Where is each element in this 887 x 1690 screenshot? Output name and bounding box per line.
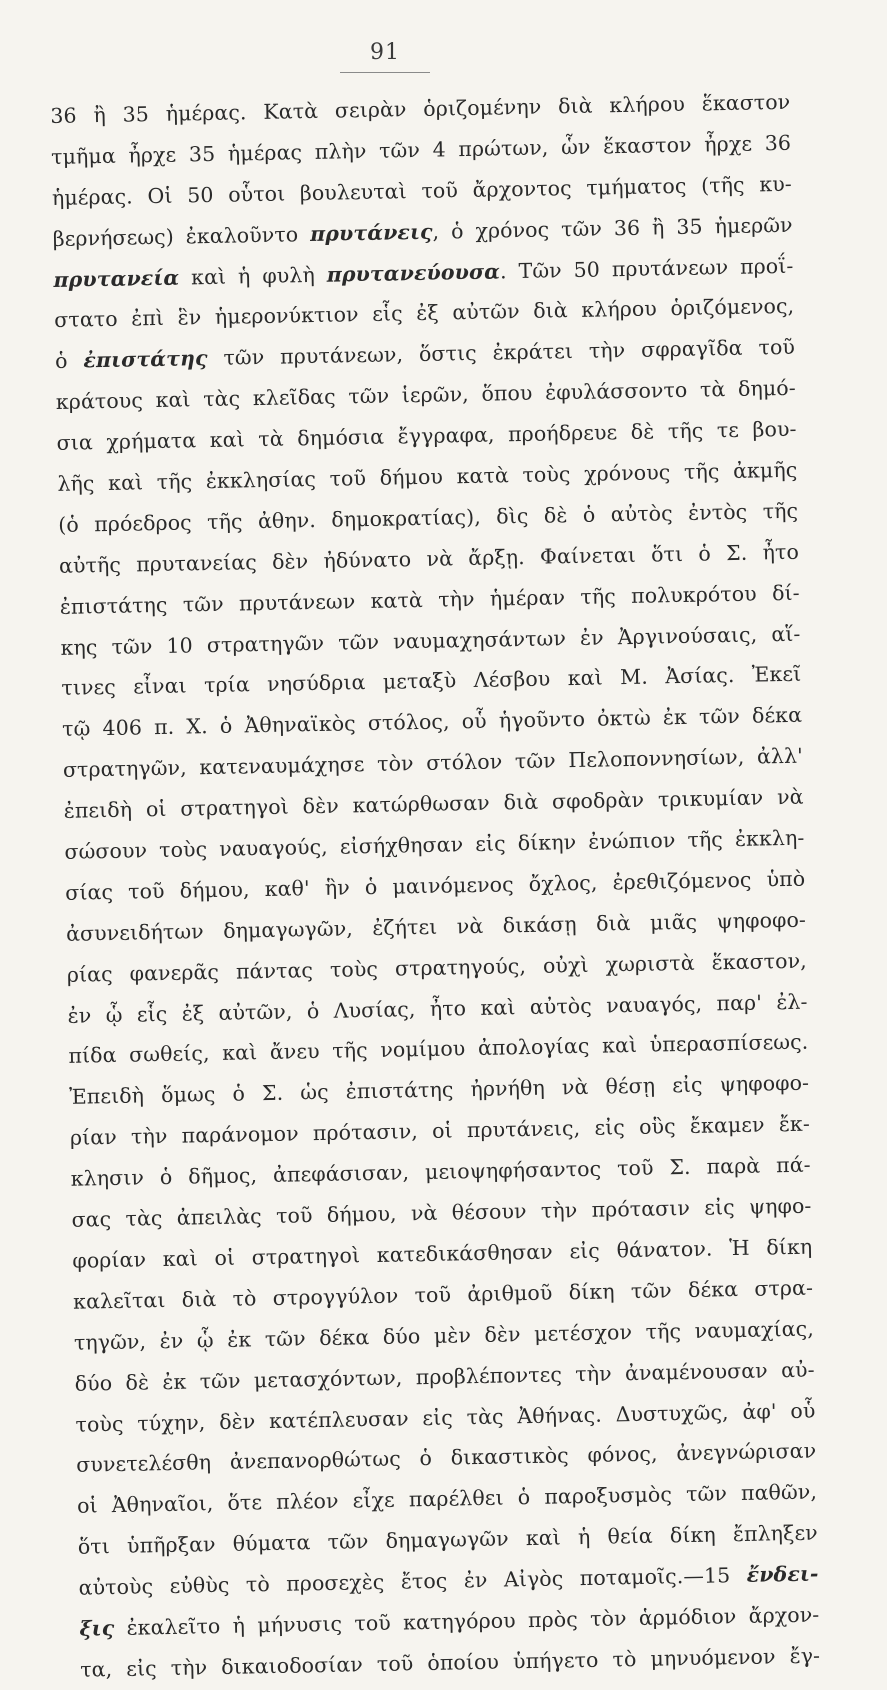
text-run: φορίαν καὶ οἱ στρατηγοὶ κατεδικάσθησαν εἰς θάνατον. Ἡ δίκη bbox=[72, 1234, 813, 1273]
text-run: σας τὰς ἀπειλὰς τοῦ δήμου, νὰ θέσουν τὴν πρότασιν εἰς ψηφο- bbox=[71, 1193, 812, 1232]
text-run: αὐτοὺς εὐθὺς τὸ προσεχὲς ἔτος ἐν Αἰγὸς ποταμοῖς.—15 bbox=[78, 1562, 747, 1600]
text-run: στρατηγῶν, κατεναυμάχησε τὸν στόλον τῶν Πελοποννησίων, ἀλλ' bbox=[62, 743, 804, 783]
text-run: ρίαν τὴν παράνομον πρότασιν, οἱ πρυτάνεις, εἰς οὓς ἔκαμεν ἔκ- bbox=[69, 1111, 811, 1151]
term-emphasis: ἔνδει- bbox=[746, 1561, 819, 1587]
text-run: συνετελέσθη ἀνεπανορθώτως ὁ δικαστικὸς φόνος, ἀνεγνώρισαν bbox=[76, 1438, 817, 1478]
text-run: βερνήσεως) ἐκαλοῦντο bbox=[52, 221, 311, 251]
text-run: τμῆμα ἦρχε 35 ἡμέρας πλὴν τῶν 4 πρώτων, ὧν ἕκαστον ἦρχε 36 bbox=[50, 130, 792, 169]
term-emphasis: ἐπιστάτης bbox=[83, 346, 208, 373]
text-run: στατο ἐπὶ ἓν ἡμερονύκτιον εἷς ἐξ αὐτῶν διὰ κλήρου ὁριζόμενος, bbox=[54, 294, 795, 333]
term-emphasis: ξις bbox=[79, 1616, 115, 1641]
text-run: τινες εἶναι τρία νησύδρια μεταξὺ Λέσβου καὶ Μ. Ἀσίας. Ἐκεῖ bbox=[61, 662, 802, 701]
text-run: ρίας φανερᾶς πάντας τοὺς στρατηγούς, οὐχὶ χωριστὰ ἕκαστον, bbox=[66, 948, 807, 987]
text-run: τα, εἰς τὴν δικαιοδοσίαν τοῦ ὁποίου ὑπήγετο τὸ μηνυόμενον ἔγ- bbox=[79, 1643, 821, 1682]
text-run: ἀσυνειδήτων δημαγωγῶν, ἐζήτει νὰ δικάσῃ διὰ μιᾶς ψηφοφο- bbox=[65, 907, 807, 946]
text-run: κλησιν ὁ δῆμος, ἀπεφάσισαν, μειοψηφήσαντος τοῦ Σ. παρὰ πά- bbox=[70, 1152, 811, 1191]
text-run: (ὁ πρόεδρος τῆς ἀθην. δημοκρατίας), δὶς δὲ ὁ αὐτὸς ἐντὸς τῆς bbox=[58, 498, 799, 537]
text-run: σίας τοῦ δήμου, καθ' ἣν ὁ μαινόμενος ὄχλος, ἐρεθιζόμενος ὑπὸ bbox=[65, 866, 806, 905]
text-run: καλεῖται διὰ τὸ στρογγύλον τοῦ ἀριθμοῦ δίκη τῶν δέκα στρα- bbox=[72, 1275, 814, 1314]
text-run: ἐπιστάτης τῶν πρυτάνεων κατὰ τὴν ἡμέραν τῆς πολυκρότου δί- bbox=[59, 580, 800, 619]
text-run: ἐν ᾧ εἷς ἐξ αὐτῶν, ὁ Λυσίας, ἦτο καὶ αὐτὸς ναυαγός, παρ' ἐλ- bbox=[67, 989, 808, 1028]
text-run: σώσουν τοὺς ναυαγούς, εἰσήχθησαν εἰς δίκην ἐνώπιον τῆς ἐκκλη- bbox=[64, 825, 805, 864]
text-run: κης τῶν 10 στρατηγῶν τῶν ναυμαχησάντων ἐν Ἀργινούσαις, αἵ- bbox=[60, 621, 801, 660]
term-emphasis: πρυτανεία bbox=[53, 265, 180, 292]
text-run: δύο δὲ ἐκ τῶν μετασχόντων, προβλέποντες τὴν ἀναμένουσαν αὐ- bbox=[74, 1357, 815, 1396]
text-run: λῆς καὶ τῆς ἐκκλησίας τοῦ δήμου κατὰ τοὺς χρόνους τῆς ἀκμῆς bbox=[57, 457, 798, 496]
text-run: 36 ἢ 35 ἡμέρας. Κατὰ σειρὰν ὁριζομένην διὰ κλήρου ἕκαστον bbox=[50, 89, 791, 128]
text-run: ὁ bbox=[54, 348, 84, 374]
page-number: 91 bbox=[370, 40, 400, 65]
text-run: πίδα σωθείς, καὶ ἄνευ τῆς νομίμου ἀπολογίας καὶ ὑπερασπίσεως. bbox=[68, 1030, 809, 1069]
header-rule bbox=[340, 72, 430, 73]
text-run: καὶ ἡ φυλὴ bbox=[178, 262, 327, 290]
text-run: ἡμέρας. Οἱ 50 οὗτοι βουλευταὶ τοῦ ἄρχοντος τμήματος (τῆς κυ- bbox=[51, 171, 793, 210]
text-run: , ὁ χρόνος τῶν 36 ἢ 35 ἡμερῶν bbox=[432, 212, 793, 244]
text-run: τῷ 406 π. Χ. ὁ Ἀθηναϊκὸς στόλος, οὗ ἡγοῦντο ὀκτὼ ἐκ τῶν δέκα bbox=[61, 703, 803, 742]
text-run: σια χρήματα καὶ τὰ δημόσια ἔγγραφα, προήδρευε δὲ τῆς τε βου- bbox=[56, 416, 797, 456]
term-emphasis: πρυτάνεις bbox=[309, 219, 433, 246]
text-run: κράτους καὶ τὰς κλεῖδας τῶν ἱερῶν, ὅπου ἐφυλάσσοντο τὰ δημό- bbox=[55, 375, 796, 415]
term-emphasis: πρυτανεύουσα bbox=[326, 258, 501, 287]
text-run: Ἐπειδὴ ὅμως ὁ Σ. ὡς ἐπιστάτης ἠρνήθη νὰ θέσῃ εἰς ψηφοφο- bbox=[68, 1070, 810, 1110]
text-run: τοὺς τύχην, δὲν κατέπλευσαν εἰς τὰς Ἀθήνας. Δυστυχῶς, ἀφ' οὗ bbox=[75, 1398, 816, 1437]
text-run: . Τῶν 50 πρυτάνεων προΐ- bbox=[499, 253, 794, 283]
text-run: ἐπειδὴ οἱ στρατηγοὶ δὲν κατώρθωσαν διὰ σφοδρὰν τρικυμίαν νὰ bbox=[63, 784, 804, 824]
text-run: τῶν πρυτάνεων, ὅστις ἐκράτει τὴν σφραγῖδα τοῦ bbox=[207, 335, 796, 371]
text-run: τηγῶν, ἐν ᾧ ἐκ τῶν δέκα δύο μὲν δὲν μετέσχον τῆς ναυμαχίας, bbox=[73, 1316, 815, 1355]
text-run: ὅτι ὑπῆρξαν θύματα τῶν δημαγωγῶν καὶ ἡ θεία δίκη ἔπληξεν bbox=[77, 1520, 818, 1559]
text-run: ἐκαλεῖτο ἡ μήνυσις τοῦ κατηγόρου πρὸς τὸν ἁρμόδιον ἄρχον- bbox=[114, 1602, 820, 1640]
text-run: οἱ Ἀθηναῖοι, ὅτε πλέον εἶχε παρέλθει ὁ παροξυσμὸς τῶν παθῶν, bbox=[76, 1479, 818, 1519]
body-text bbox=[50, 82, 820, 1690]
text-run: αὐτῆς πρυτανείας δὲν ἠδύνατο νὰ ἄρξῃ. Φαίνεται ὅτι ὁ Σ. ἦτο bbox=[58, 539, 800, 578]
